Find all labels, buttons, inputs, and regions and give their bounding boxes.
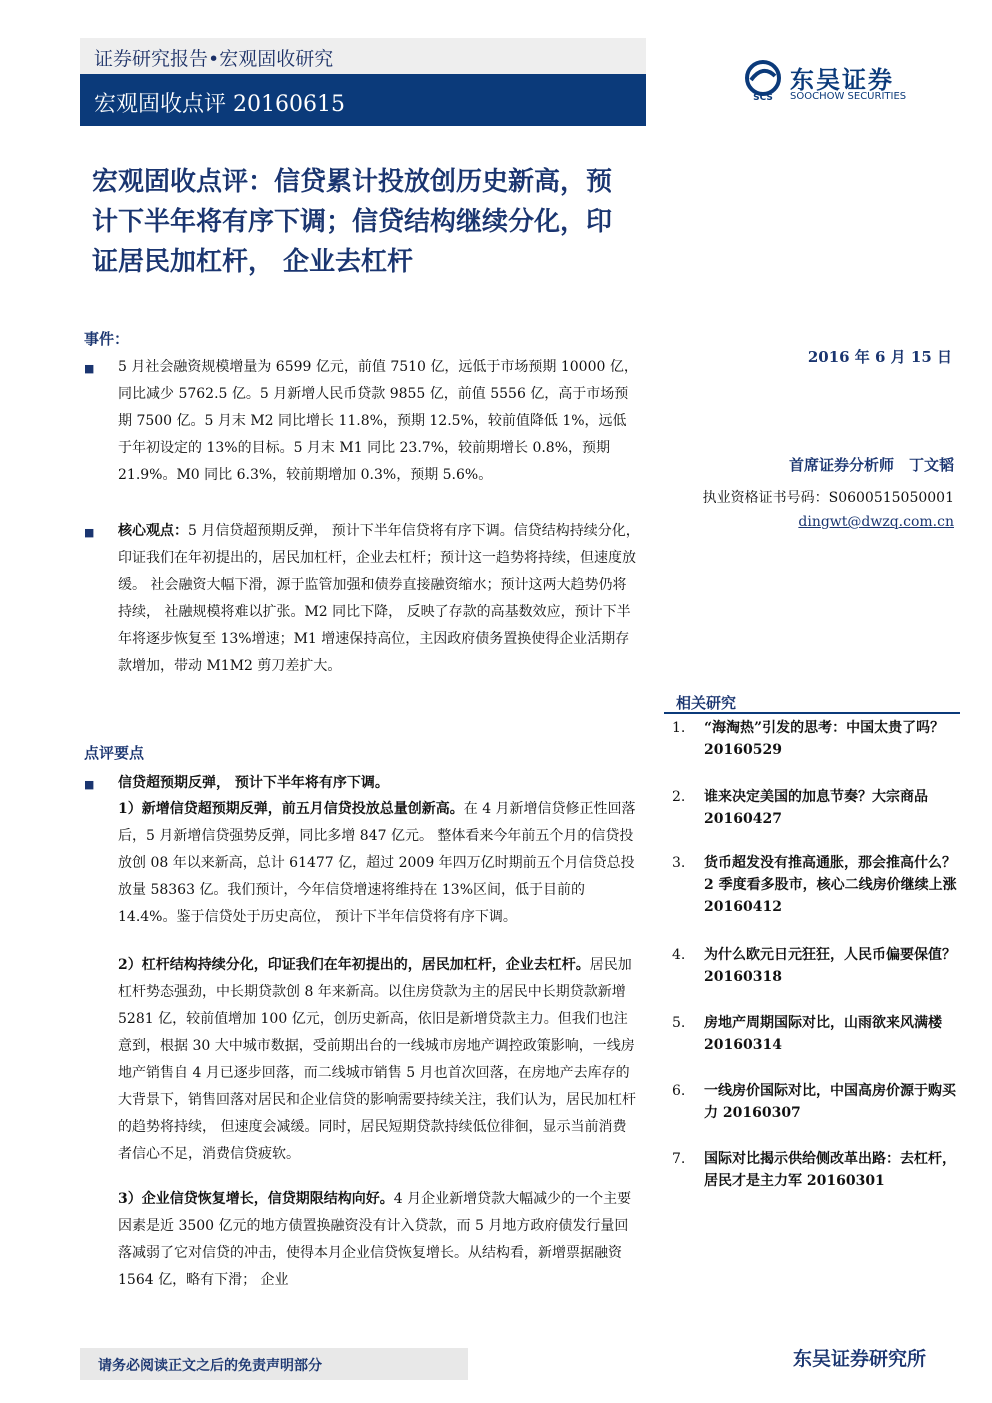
events-heading: 事件： — [84, 330, 130, 348]
related-item-number: 4. — [672, 947, 686, 963]
related-item-title: 国际对比揭示供给侧改革出路：去杠杆，居民才是主力军 20160301 — [704, 1151, 956, 1189]
logo-mark-text: SCS — [753, 93, 773, 102]
review-p1-text: 在 4 月新增信贷修正性回落后，5 月新增信贷强势反弹，同比多增 847 亿元。 整体看来今年前五个月的信贷投放创 08 年以来新高，总计 61477 亿，超过 2009 年四万亿时期前五个月信贷总投放量 58363 亿。我们预计，今年信贷增速将维持在 13%区间，低于目前的 14.4%。鉴于信贷处于历史高位， 预计下半年信贷将有序下调。 — [118, 801, 636, 925]
company-logo — [742, 60, 942, 106]
review-paragraph-2 — [118, 952, 640, 1168]
review-bullet-lead — [118, 770, 640, 797]
events-paragraph-2 — [118, 518, 640, 680]
related-item-number: 1. — [672, 720, 686, 736]
related-research-heading: 相关研究 — [676, 694, 737, 712]
core-view-lead: 核心观点： — [118, 523, 188, 539]
events-paragraph-1: 5 月社会融资规模增量为 6599 亿元，前值 7510 亿，远低于市场预期 10000 亿，同比减少 5762.5 亿。5 月新增人民币贷款 9855 亿，前值 5556 亿，高于市场预期 7500 亿。5 月末 M2 同比增长 11.8%，预期 12.5%，较前值降低 1%，远低于年初设定的 13%的目标。5 月末 M1 同比 23.7%，较前期增长 0.8%，预期 21.9%。M0 同比 6.3%，较前期增加 0.3%，预期 5.6%。 — [118, 359, 638, 483]
bullet-square-icon: ■ — [84, 362, 95, 375]
related-item-title: 一线房价国际对比，中国高房价源于购买力 20160307 — [704, 1083, 956, 1121]
related-item-title: 房地产周期国际对比，山雨欲来风满楼 20160314 — [704, 1015, 942, 1053]
disclaimer-text: 请务必阅读正文之后的免责声明部分 — [98, 1358, 322, 1374]
related-item-title: 为什么欧元日元狂狂，人民币偏要保值？ 20160318 — [704, 947, 956, 985]
analyst-email-link[interactable]: dingwt@dwzq.com.cn — [798, 514, 954, 530]
report-type: 宏观固收点评 20160615 — [94, 92, 345, 117]
related-item-number: 6. — [672, 1083, 686, 1099]
logo-name-en: SOOCHOW SECURITIES — [790, 91, 907, 102]
review-bullet-text: 信贷超预期反弹， 预计下半年将有序下调。 — [118, 775, 389, 791]
related-item-number: 7. — [672, 1151, 686, 1167]
related-research-divider — [664, 712, 960, 714]
footer-institute: 东吴证券研究所 — [792, 1348, 926, 1370]
analyst-cert: 执业资格证书号码：S0600515050001 — [702, 490, 954, 506]
review-paragraph-3 — [118, 1186, 640, 1294]
logo-name-cn: 东吴证券 — [790, 66, 894, 94]
bullet-square-icon: ■ — [84, 526, 95, 539]
report-type-bar — [80, 77, 646, 126]
report-title: 宏观固收点评：信贷累计投放创历史新高，预计下半年将有序下调；信贷结构继续分化，印证居民加杠杆， 企业去杠杆 — [92, 167, 613, 277]
scs-logo-icon — [742, 60, 784, 102]
related-item-title: 货币超发没有推高通胀，那会推高什么？2 季度看多股市，核心二线房价继续上涨 20160412 — [704, 855, 957, 915]
disclaimer-bar — [80, 1348, 468, 1380]
report-category-bar — [80, 38, 646, 77]
core-view-text: 5 月信贷超预期反弹， 预计下半年信贷将有序下调。信贷结构持续分化，印证我们在年初提出的，居民加杠杆，企业去杠杆；预计这一趋势将持续，但速度放缓。 社会融资大幅下滑，源于监管加强和债券直接融资缩水；预计这两大趋势仍将持续， 社融规模将难以扩张。M2 同比下降， 反映了存款的高基数效应，预计下半年将逐步恢复至 13%增速；M1 增速保持高位，主因政府债务置换使得企业活期存款增加，带动 M1M2 剪刀差扩大。 — [118, 523, 640, 674]
related-item-number: 5. — [672, 1015, 686, 1031]
review-p2-lead: 2）杠杆结构持续分化，印证我们在年初提出的，居民加杠杆，企业去杠杆。 — [118, 957, 590, 973]
review-p3-text: 4 月企业新增贷款大幅减少的一个主要因素是近 3500 亿元的地方债置换融资没有计入贷款，而 5 月地方政府债发行量回落减弱了它对信贷的冲击，使得本月企业信贷恢复增长。从结构看，新增票据融资 1564 亿，略有下滑； 企业 — [118, 1191, 632, 1288]
related-item-title: “海淘热”引发的思考：中国太贵了吗？ 20160529 — [704, 720, 945, 758]
review-p3-lead: 3）企业信贷恢复增长，信贷期限结构向好。 — [118, 1191, 394, 1207]
review-heading: 点评要点 — [84, 744, 145, 762]
report-category: 证券研究报告•宏观固收研究 — [94, 48, 334, 70]
bullet-square-icon: ■ — [84, 778, 95, 791]
report-date: 2016 年 6 月 15 日 — [807, 348, 952, 366]
related-item-title: 谁来决定美国的加息节奏？大宗商品 20160427 — [704, 789, 928, 827]
review-p2-text: 居民加杠杆势态强劲，中长期贷款创 8 年来新高。以住房贷款为主的居民中长期贷款新增 5281 亿，较前值增加 100 亿元，创历史新高，依旧是新增贷款主力。但我们也注意到，根据 30 大中城市数据，受前期出台的一线城市房地产调控政策影响，一线房地产销售自 4 月已逐步回落，而二线城市销售 5 月也首次回落，在房地产去库存的大背景下，销售回落对居民和企业信贷的影响需要持续关注，我们认为，居民加杠杆的趋势将持续， 但速度会减缓。同时，居民短期贷款持续低位徘徊，显示当前消费者信心不足，消费信贷疲软。 — [118, 957, 636, 1162]
review-p1-lead: 1）新增信贷超预期反弹，前五月信贷投放总量创新高。 — [118, 801, 464, 817]
review-paragraph-1 — [118, 796, 640, 931]
related-item-number: 2. — [672, 789, 686, 805]
related-item-number: 3. — [672, 855, 686, 871]
analyst-name: 首席证券分析师 丁文韬 — [788, 456, 954, 474]
